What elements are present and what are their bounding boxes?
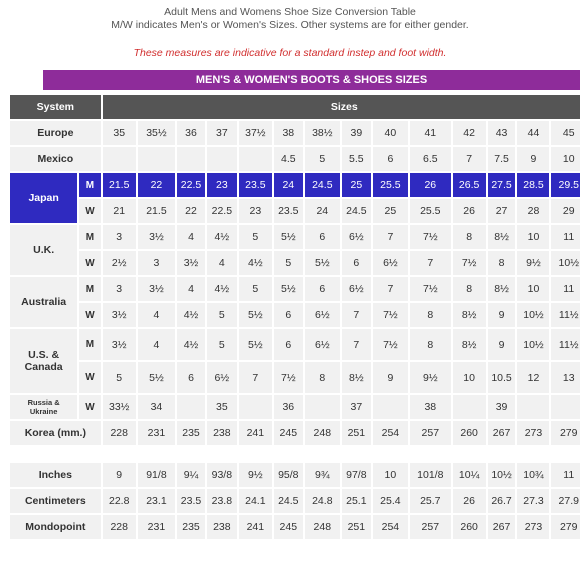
size-cell: 9 bbox=[373, 362, 408, 393]
size-cell: 25.4 bbox=[373, 489, 408, 513]
size-cell: 44 bbox=[517, 121, 549, 145]
size-cell: 25 bbox=[342, 173, 371, 197]
size-cell: 24.5 bbox=[305, 173, 340, 197]
size-cell: 7 bbox=[342, 329, 371, 360]
system-label-uk: U.K. bbox=[10, 225, 77, 275]
gender-code: W bbox=[79, 199, 100, 223]
size-cell: 10 bbox=[453, 362, 486, 393]
size-cell: 10½ bbox=[488, 463, 516, 487]
size-cell bbox=[239, 395, 272, 419]
size-cell: 7.5 bbox=[488, 147, 516, 171]
size-cell: 9 bbox=[488, 303, 516, 327]
size-cell: 10 bbox=[517, 225, 549, 249]
system-label-centimeters: Centimeters bbox=[10, 489, 101, 513]
size-cell: 4.5 bbox=[274, 147, 303, 171]
size-cell: 254 bbox=[373, 515, 408, 539]
size-cell: 37 bbox=[342, 395, 371, 419]
size-cell: 6 bbox=[305, 277, 340, 301]
size-cell: 8½ bbox=[453, 329, 486, 360]
size-cell: 251 bbox=[342, 515, 371, 539]
size-cell: 10¼ bbox=[453, 463, 486, 487]
size-cell: 6 bbox=[177, 362, 205, 393]
size-cell: 24.1 bbox=[239, 489, 272, 513]
size-cell: 10¾ bbox=[517, 463, 549, 487]
size-cell: 24 bbox=[305, 199, 340, 223]
size-cell: 6 bbox=[274, 329, 303, 360]
size-cell: 23.5 bbox=[274, 199, 303, 223]
size-cell: 238 bbox=[207, 421, 237, 445]
size-cell bbox=[517, 395, 549, 419]
size-cell: 11½ bbox=[551, 329, 580, 360]
table-row bbox=[10, 303, 580, 327]
size-cell: 37½ bbox=[239, 121, 272, 145]
system-label-russia-ukraine bbox=[10, 395, 77, 419]
gender-code: W bbox=[79, 251, 100, 275]
gender-code: M bbox=[79, 329, 100, 360]
table-row bbox=[10, 362, 580, 393]
size-cell: 7½ bbox=[373, 329, 408, 360]
size-cell: 8 bbox=[453, 277, 486, 301]
size-cell: 22 bbox=[177, 199, 205, 223]
size-cell: 22.5 bbox=[207, 199, 237, 223]
size-cell: 257 bbox=[410, 515, 451, 539]
size-cell: 25.5 bbox=[373, 173, 408, 197]
gender-code: M bbox=[79, 277, 100, 301]
size-cell: 9½ bbox=[239, 463, 272, 487]
size-cell: 8 bbox=[488, 251, 516, 275]
size-cell: 29.5 bbox=[551, 173, 580, 197]
size-cell: 26 bbox=[453, 489, 486, 513]
size-cell: 231 bbox=[138, 515, 175, 539]
size-cell: 25 bbox=[373, 199, 408, 223]
size-cell bbox=[551, 395, 580, 419]
size-cell: 6 bbox=[373, 147, 408, 171]
size-cell: 9 bbox=[488, 329, 516, 360]
size-cell: 11½ bbox=[551, 303, 580, 327]
system-label-europe: Europe bbox=[10, 121, 101, 145]
gender-code: W bbox=[79, 362, 100, 393]
size-cell bbox=[103, 147, 136, 171]
size-cell: 10.5 bbox=[488, 362, 516, 393]
system-label-mondopoint: Mondopoint bbox=[10, 515, 101, 539]
size-cell: 25.7 bbox=[410, 489, 451, 513]
size-cell: 21.5 bbox=[138, 199, 175, 223]
size-cell: 10 bbox=[517, 277, 549, 301]
size-cell: 95/8 bbox=[274, 463, 303, 487]
size-cell: 235 bbox=[177, 515, 205, 539]
size-cell: 36 bbox=[274, 395, 303, 419]
size-cell: 4½ bbox=[177, 303, 205, 327]
size-cell: 7 bbox=[410, 251, 451, 275]
size-cell: 3½ bbox=[103, 329, 136, 360]
system-label-japan: Japan bbox=[10, 173, 77, 223]
size-cell: 5½ bbox=[239, 329, 272, 360]
size-cell: 8½ bbox=[453, 303, 486, 327]
size-cell: 251 bbox=[342, 421, 371, 445]
size-cell: 34 bbox=[138, 395, 175, 419]
size-cell: 6½ bbox=[305, 303, 340, 327]
size-cell: 13 bbox=[551, 362, 580, 393]
table-subtitle: M/W indicates Men's or Women's Sizes. Other systems are for either gender. bbox=[111, 19, 469, 31]
size-cell: 35 bbox=[103, 121, 136, 145]
size-cell: 28.5 bbox=[517, 173, 549, 197]
size-cell: 38½ bbox=[305, 121, 340, 145]
size-cell: 21 bbox=[103, 199, 136, 223]
size-cell: 4 bbox=[138, 303, 175, 327]
size-cell: 267 bbox=[488, 421, 516, 445]
table-row bbox=[10, 251, 580, 275]
size-cell: 27.9 bbox=[551, 489, 580, 513]
system-label-line: Ukraine bbox=[29, 407, 58, 416]
size-cell: 279 bbox=[551, 515, 580, 539]
size-cell: 33½ bbox=[103, 395, 136, 419]
size-cell: 43 bbox=[488, 121, 516, 145]
size-cell: 5.5 bbox=[342, 147, 371, 171]
size-cell: 3½ bbox=[138, 277, 175, 301]
size-cell: 7½ bbox=[274, 362, 303, 393]
table-row bbox=[10, 421, 580, 445]
table-row bbox=[10, 147, 580, 171]
size-cell: 4 bbox=[138, 329, 175, 360]
size-cell bbox=[239, 147, 272, 171]
size-cell: 23.1 bbox=[138, 489, 175, 513]
size-cell: 45 bbox=[551, 121, 580, 145]
system-label-australia: Australia bbox=[10, 277, 77, 327]
size-cell: 4½ bbox=[207, 225, 237, 249]
size-cell: 10½ bbox=[551, 251, 580, 275]
size-cell: 6 bbox=[274, 303, 303, 327]
size-cell: 8 bbox=[453, 225, 486, 249]
size-cell: 267 bbox=[488, 515, 516, 539]
section-banner: MEN'S & WOMEN'S BOOTS & SHOES SIZES bbox=[43, 70, 580, 90]
size-cell: 36 bbox=[177, 121, 205, 145]
gender-code: M bbox=[79, 225, 100, 249]
size-cell: 7 bbox=[373, 225, 408, 249]
size-cell: 11 bbox=[551, 225, 580, 249]
size-cell: 25.5 bbox=[410, 199, 451, 223]
size-cell: 12 bbox=[517, 362, 549, 393]
size-cell: 8½ bbox=[488, 277, 516, 301]
size-cell: 6 bbox=[305, 225, 340, 249]
size-cell: 5 bbox=[207, 329, 237, 360]
size-cell: 22 bbox=[138, 173, 175, 197]
size-cell: 27 bbox=[488, 199, 516, 223]
size-cell: 5 bbox=[239, 277, 272, 301]
system-header: System bbox=[10, 95, 101, 119]
size-cell: 4½ bbox=[207, 277, 237, 301]
size-cell bbox=[453, 395, 486, 419]
size-cell: 93/8 bbox=[207, 463, 237, 487]
size-cell: 245 bbox=[274, 515, 303, 539]
system-label-line: U.S. & bbox=[28, 349, 60, 361]
size-cell: 6 bbox=[342, 251, 371, 275]
size-cell: 4 bbox=[207, 251, 237, 275]
size-cell: 254 bbox=[373, 421, 408, 445]
size-cell: 37 bbox=[207, 121, 237, 145]
size-cell: 7½ bbox=[410, 225, 451, 249]
size-cell: 21.5 bbox=[103, 173, 136, 197]
size-cell: 3½ bbox=[177, 251, 205, 275]
size-cell: 4 bbox=[177, 225, 205, 249]
table-row bbox=[10, 277, 580, 301]
size-cell: 5½ bbox=[239, 303, 272, 327]
size-cell: 3½ bbox=[138, 225, 175, 249]
table-row bbox=[10, 447, 580, 461]
size-cell: 7 bbox=[453, 147, 486, 171]
size-cell: 23 bbox=[207, 173, 237, 197]
size-cell: 27.5 bbox=[488, 173, 516, 197]
size-cell: 23.8 bbox=[207, 489, 237, 513]
size-cell: 24.5 bbox=[342, 199, 371, 223]
size-cell: 6½ bbox=[305, 329, 340, 360]
size-cell: 27.3 bbox=[517, 489, 549, 513]
table-row bbox=[10, 395, 580, 419]
size-cell: 25.1 bbox=[342, 489, 371, 513]
system-label-us-canada bbox=[10, 329, 77, 393]
size-cell: 26.5 bbox=[453, 173, 486, 197]
size-cell bbox=[207, 147, 237, 171]
size-cell: 7½ bbox=[453, 251, 486, 275]
size-cell: 248 bbox=[305, 421, 340, 445]
system-label-mexico: Mexico bbox=[10, 147, 101, 171]
size-cell: 39 bbox=[488, 395, 516, 419]
size-cell: 26.7 bbox=[488, 489, 516, 513]
size-cell: 9½ bbox=[517, 251, 549, 275]
size-cell: 5 bbox=[274, 251, 303, 275]
size-cell: 39 bbox=[342, 121, 371, 145]
size-cell: 260 bbox=[453, 421, 486, 445]
size-cell: 9 bbox=[103, 463, 136, 487]
size-cell: 26 bbox=[410, 173, 451, 197]
size-cell: 40 bbox=[373, 121, 408, 145]
sizes-header: Sizes bbox=[103, 95, 580, 119]
gender-code: M bbox=[79, 173, 100, 197]
size-cell: 23 bbox=[239, 199, 272, 223]
size-cell: 238 bbox=[207, 515, 237, 539]
size-cell: 101/8 bbox=[410, 463, 451, 487]
size-cell: 23.5 bbox=[177, 489, 205, 513]
size-cell: 8½ bbox=[342, 362, 371, 393]
size-cell: 9¾ bbox=[305, 463, 340, 487]
size-cell: 3½ bbox=[103, 303, 136, 327]
size-cell: 4 bbox=[177, 277, 205, 301]
table-row bbox=[10, 225, 580, 249]
size-cell: 22.5 bbox=[177, 173, 205, 197]
size-cell: 28 bbox=[517, 199, 549, 223]
size-cell: 7½ bbox=[373, 303, 408, 327]
size-cell: 5½ bbox=[274, 225, 303, 249]
system-label-inches: Inches bbox=[10, 463, 101, 487]
size-cell: 279 bbox=[551, 421, 580, 445]
table-row bbox=[10, 463, 580, 487]
size-cell: 24.5 bbox=[274, 489, 303, 513]
table-row bbox=[10, 121, 580, 145]
size-cell: 3 bbox=[103, 225, 136, 249]
row-spacer bbox=[10, 447, 580, 461]
size-cell: 22.8 bbox=[103, 489, 136, 513]
size-cell: 6½ bbox=[342, 225, 371, 249]
size-cell: 4½ bbox=[177, 329, 205, 360]
size-cell: 241 bbox=[239, 515, 272, 539]
size-cell: 38 bbox=[274, 121, 303, 145]
size-cell: 245 bbox=[274, 421, 303, 445]
size-cell: 257 bbox=[410, 421, 451, 445]
size-cell: 6.5 bbox=[410, 147, 451, 171]
size-cell: 8 bbox=[305, 362, 340, 393]
size-cell: 3 bbox=[103, 277, 136, 301]
table-title: Adult Mens and Womens Shoe Size Conversion Table bbox=[164, 6, 416, 18]
size-cell: 228 bbox=[103, 421, 136, 445]
size-cell: 248 bbox=[305, 515, 340, 539]
size-cell: 10 bbox=[551, 147, 580, 171]
size-cell: 9 bbox=[517, 147, 549, 171]
size-cell: 6½ bbox=[207, 362, 237, 393]
size-cell: 24 bbox=[274, 173, 303, 197]
gender-code: W bbox=[79, 395, 100, 419]
size-cell: 9½ bbox=[410, 362, 451, 393]
size-cell: 35 bbox=[207, 395, 237, 419]
size-cell: 4½ bbox=[239, 251, 272, 275]
system-label-korea: Korea (mm.) bbox=[10, 421, 101, 445]
size-cell: 235 bbox=[177, 421, 205, 445]
table-row bbox=[10, 329, 580, 360]
size-cell: 5½ bbox=[305, 251, 340, 275]
system-label-line: Russia & bbox=[27, 398, 60, 407]
table-row bbox=[10, 173, 580, 197]
size-cell: 231 bbox=[138, 421, 175, 445]
size-cell: 7 bbox=[342, 303, 371, 327]
size-cell: 29 bbox=[551, 199, 580, 223]
size-cell: 11 bbox=[551, 277, 580, 301]
size-cell: 6½ bbox=[373, 251, 408, 275]
size-cell: 260 bbox=[453, 515, 486, 539]
table-row bbox=[10, 199, 580, 223]
size-cell: 5 bbox=[239, 225, 272, 249]
size-cell: 10 bbox=[373, 463, 408, 487]
size-cell bbox=[177, 395, 205, 419]
size-cell: 7½ bbox=[410, 277, 451, 301]
size-cell: 273 bbox=[517, 421, 549, 445]
size-cell: 7 bbox=[239, 362, 272, 393]
size-cell: 10½ bbox=[517, 329, 549, 360]
size-cell: 8 bbox=[410, 329, 451, 360]
size-cell: 41 bbox=[410, 121, 451, 145]
size-cell: 26 bbox=[453, 199, 486, 223]
size-cell: 35½ bbox=[138, 121, 175, 145]
size-cell: 97/8 bbox=[342, 463, 371, 487]
size-cell: 5½ bbox=[274, 277, 303, 301]
size-cell: 38 bbox=[410, 395, 451, 419]
size-cell: 5½ bbox=[138, 362, 175, 393]
size-cell: 5 bbox=[207, 303, 237, 327]
gender-code: W bbox=[79, 303, 100, 327]
size-cell: 8½ bbox=[488, 225, 516, 249]
size-cell: 228 bbox=[103, 515, 136, 539]
size-cell bbox=[138, 147, 175, 171]
size-cell: 91/8 bbox=[138, 463, 175, 487]
size-cell: 42 bbox=[453, 121, 486, 145]
size-cell bbox=[177, 147, 205, 171]
size-cell: 5 bbox=[103, 362, 136, 393]
size-cell: 10½ bbox=[517, 303, 549, 327]
size-cell: 8 bbox=[410, 303, 451, 327]
size-cell: 6½ bbox=[342, 277, 371, 301]
size-cell bbox=[373, 395, 408, 419]
system-label-line: Canada bbox=[24, 361, 63, 373]
size-cell: 23.5 bbox=[239, 173, 272, 197]
disclaimer-note: These measures are indicative for a standard instep and foot width. bbox=[133, 47, 447, 59]
table-row bbox=[10, 515, 580, 539]
size-cell: 273 bbox=[517, 515, 549, 539]
table-row bbox=[10, 489, 580, 513]
size-cell: 11 bbox=[551, 463, 580, 487]
size-cell: 241 bbox=[239, 421, 272, 445]
table-row bbox=[10, 95, 580, 119]
size-cell bbox=[305, 395, 340, 419]
size-cell: 5 bbox=[305, 147, 340, 171]
size-cell: 3 bbox=[138, 251, 175, 275]
size-cell: 2½ bbox=[103, 251, 136, 275]
size-cell: 9¼ bbox=[177, 463, 205, 487]
size-cell: 24.8 bbox=[305, 489, 340, 513]
size-conversion-table bbox=[8, 93, 580, 541]
size-cell: 7 bbox=[373, 277, 408, 301]
